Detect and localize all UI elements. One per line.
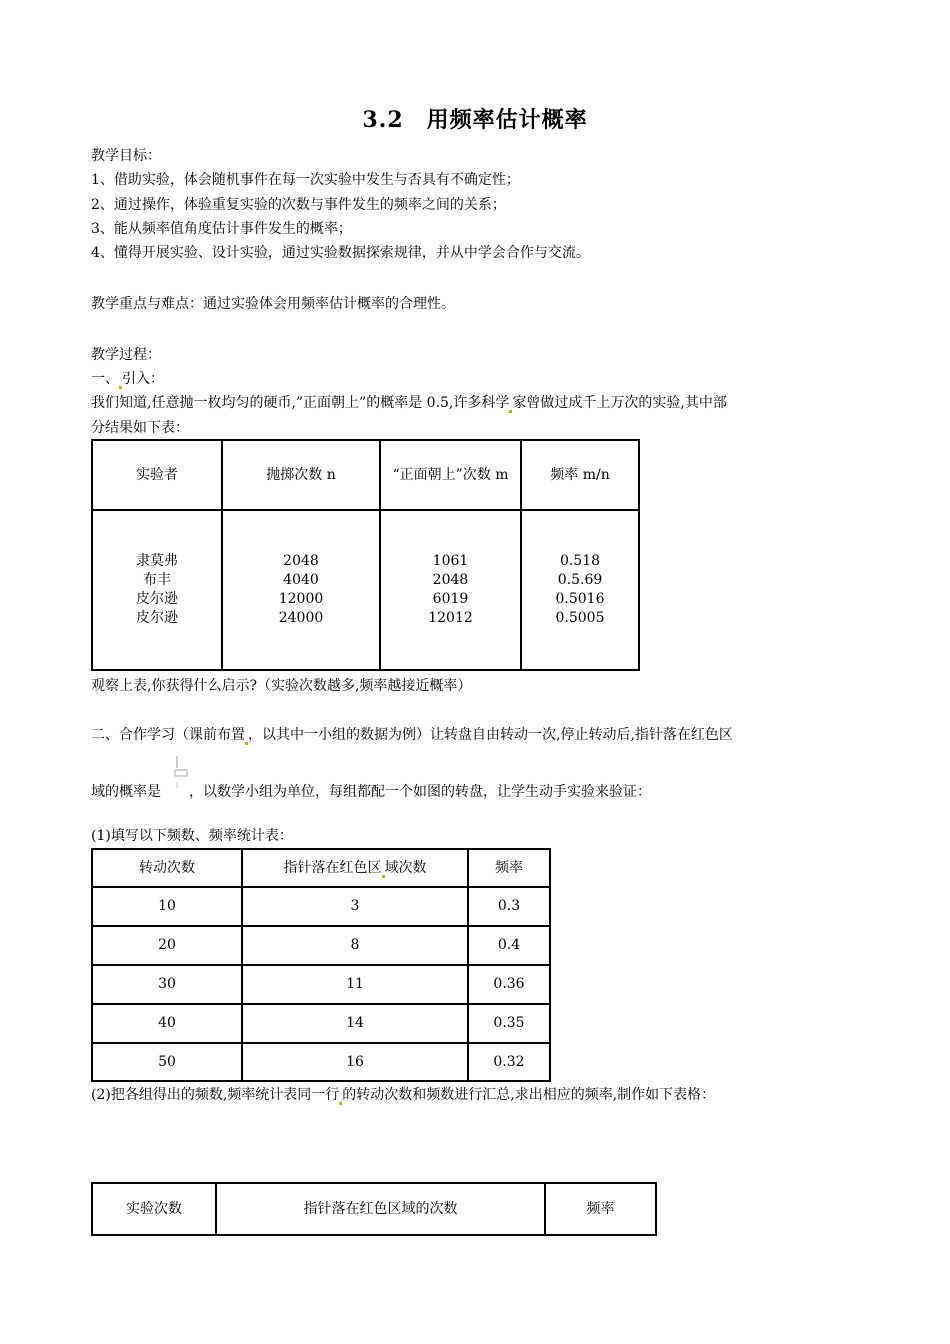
table-cell: 0.32 <box>468 1043 550 1081</box>
page-title: 3.2 用频率估计概率 <box>362 107 588 133</box>
table-cell: 0.518 0.5.69 0.5016 0.5005 <box>521 510 639 670</box>
table-header: 实验者 <box>92 440 222 510</box>
table-cell: 1061 2048 6019 12012 <box>380 510 521 670</box>
table-cell: 隶莫弗 布丰 皮尔逊 皮尔逊 <box>92 510 222 670</box>
table-header: 指针落在红色区 域次数 <box>242 849 468 887</box>
table-header: 指针落在红色区域的次数 <box>216 1183 545 1235</box>
goal-item: 4、懂得开展实验、设计实验，通过实验数据探索规律，并从中学会合作与交流。 <box>91 245 590 261</box>
section2-line1: 二、合作学习（课前布置 ，以其中一小组的数据为例）让转盘自由转动一次,停止转动后,指针落在红色区 <box>91 727 733 743</box>
table-header: 转动次数 <box>92 849 242 887</box>
table-header: 频率 <box>545 1183 656 1235</box>
table-cell: 11 <box>242 965 468 1004</box>
table-cell: 3 <box>242 887 468 926</box>
section1-para: 我们知道,任意抛一枚均匀的硬币,”正面朝上”的概率是 0.5,许多科学 家曾做过成千上万次的实验,其中部 <box>91 395 727 411</box>
section1-para-2: 分结果如下表： <box>91 420 189 436</box>
table-cell: 14 <box>242 1004 468 1043</box>
table-cell: 0.35 <box>468 1004 550 1043</box>
goal-item: 1、借助实验，体会随机事件在每一次实验中发生与否具有不确定性； <box>91 172 520 188</box>
process-heading: 教学过程： <box>91 347 161 363</box>
summary-table <box>91 1182 657 1236</box>
table-header: 实验次数 <box>92 1183 216 1235</box>
table-header: “正面朝上”次数 m <box>380 440 521 510</box>
observation: 观察上表,你获得什么启示?（实验次数越多,频率越接近概率） <box>91 678 472 694</box>
goal-item: 3、能从频率值角度估计事件发生的概率； <box>91 221 352 237</box>
table-cell: 0.36 <box>468 965 550 1004</box>
table-cell: 0.3 <box>468 887 550 926</box>
table-header: 频率 <box>468 849 550 887</box>
section2-line2: 域的概率是 ，以数学小组为单位，每组都配一个如图的转盘，让学生动手实验来验证： <box>91 784 651 800</box>
table-cell: 16 <box>242 1043 468 1081</box>
table-header: 频率 m/n <box>521 440 639 510</box>
table-cell: 40 <box>92 1004 242 1043</box>
coin-experiment-table <box>91 439 640 671</box>
table-cell: 0.4 <box>468 926 550 965</box>
table-cell: 10 <box>92 887 242 926</box>
key-points: 教学重点与难点：通过实验体会用频率估计概率的合理性。 <box>91 296 455 312</box>
table-cell: 2048 4040 12000 24000 <box>222 510 380 670</box>
table-cell: 8 <box>242 926 468 965</box>
table-cell: 20 <box>92 926 242 965</box>
table-cell: 30 <box>92 965 242 1004</box>
spinner-frequency-table <box>91 848 551 1082</box>
table-cell: 50 <box>92 1043 242 1081</box>
step1-text: (1)填写以下频数、频率统计表： <box>91 828 293 844</box>
goal-item: 2、通过操作，体验重复实验的次数与事件发生的频率之间的关系； <box>91 197 506 213</box>
table-header: 抛掷次数 n <box>222 440 380 510</box>
step2-text: (2)把各组得出的频数,频率统计表同一行 的转动次数和频数进行汇总,求出相应的频率,制作如下表格： <box>91 1087 716 1103</box>
section1-heading: 一、 引入： <box>91 371 164 387</box>
goals-heading: 教学目标： <box>91 148 161 164</box>
